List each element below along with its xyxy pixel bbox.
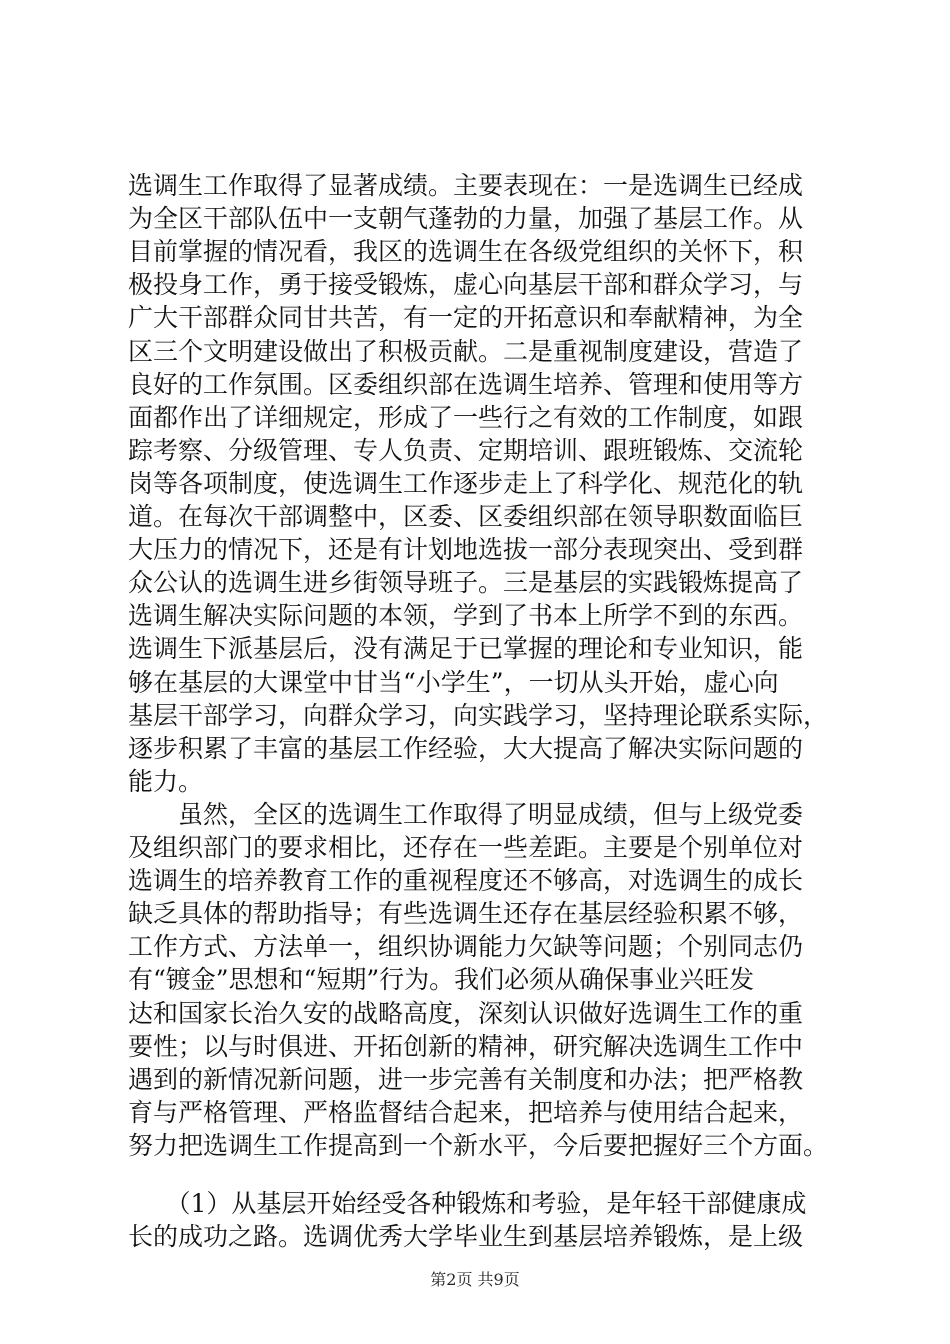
text-line: 踪考察、分级管理、专人负责、定期培训、跟班锻炼、交流轮	[128, 436, 804, 465]
text-line: 选调生工作取得了显著成绩。主要表现在：一是选调生已经成	[128, 171, 804, 200]
text-line: 虽然，全区的选调生工作取得了明显成绩，但与上级党委	[128, 800, 804, 829]
text-line: 逐步积累了丰富的基层工作经验，大大提高了解决实际问题的	[128, 734, 804, 763]
text-line: 道。在每次干部调整中，区委、区委组织部在领导职数面临巨	[128, 502, 804, 531]
text-line: 基层干部学习，向群众学习，向实践学习，坚持理论联系实际，	[128, 701, 829, 730]
text-line: 够在基层的大课堂中甘当“小学生”，一切从头开始，虚心向	[128, 668, 779, 697]
text-line: 选调生解决实际问题的本领，学到了书本上所学不到的东西。	[128, 601, 804, 630]
text-line: 良好的工作氛围。区委组织部在选调生培养、管理和使用等方	[128, 370, 804, 399]
text-line: 面都作出了详细规定，形成了一些行之有效的工作制度，如跟	[128, 403, 804, 432]
text-line: 育与严格管理、严格监督结合起来，把培养与使用结合起来，	[128, 1098, 804, 1127]
text-line: 达和国家长治久安的战略高度，深刻认识做好选调生工作的重	[128, 999, 804, 1028]
text-line: 遇到的新情况新问题，进一步完善有关制度和办法；把严格教	[128, 1065, 804, 1094]
text-line: 努力把选调生工作提高到一个新水平，今后要把握好三个方面。	[128, 1131, 829, 1160]
text-line: 众公认的选调生进乡街领导班子。三是基层的实践锻炼提高了	[128, 568, 804, 597]
text-line: 工作方式、方法单一，组织协调能力欠缺等问题；个别同志仍	[128, 932, 804, 961]
text-line: （1）从基层开始经受各种锻炼和考验，是年轻干部健康成	[128, 1189, 807, 1218]
text-line: 目前掌握的情况看，我区的选调生在各级党组织的关怀下，积	[128, 237, 804, 266]
text-line: 选调生下派基层后，没有满足于已掌握的理论和专业知识，能	[128, 634, 804, 663]
text-line: 为全区干部队伍中一支朝气蓬勃的力量，加强了基层工作。从	[128, 204, 804, 233]
text-line: 有“镀金”思想和“短期”行为。我们必须从确保事业兴旺发	[128, 965, 755, 994]
text-line: 广大干部群众同甘共苦，有一定的开拓意识和奉献精神，为全	[128, 303, 804, 332]
text-line: 长的成功之路。选调优秀大学毕业生到基层培养锻炼，是上级	[128, 1222, 804, 1251]
text-line: 选调生的培养教育工作的重视程度还不够高，对选调生的成长	[128, 866, 804, 895]
text-line: 区三个文明建设做出了积极贡献。二是重视制度建设，营造了	[128, 337, 804, 366]
text-line: 能力。	[128, 767, 204, 796]
text-line: 岗等各项制度，使选调生工作逐步走上了科学化、规范化的轨	[128, 469, 804, 498]
text-line: 及组织部门的要求相比，还存在一些差距。主要是个别单位对	[128, 833, 804, 862]
page-footer: 第2页 共9页	[430, 1270, 520, 1289]
text-line: 要性；以与时俱进、开拓创新的精神，研究解决选调生工作中	[128, 1032, 804, 1061]
text-line: 大压力的情况下，还是有计划地选拔一部分表现突出、受到群	[128, 535, 804, 564]
text-line: 缺乏具体的帮助指导；有些选调生还存在基层经验积累不够，	[128, 899, 804, 928]
text-line: 极投身工作，勇于接受锻炼，虚心向基层干部和群众学习，与	[128, 270, 804, 299]
